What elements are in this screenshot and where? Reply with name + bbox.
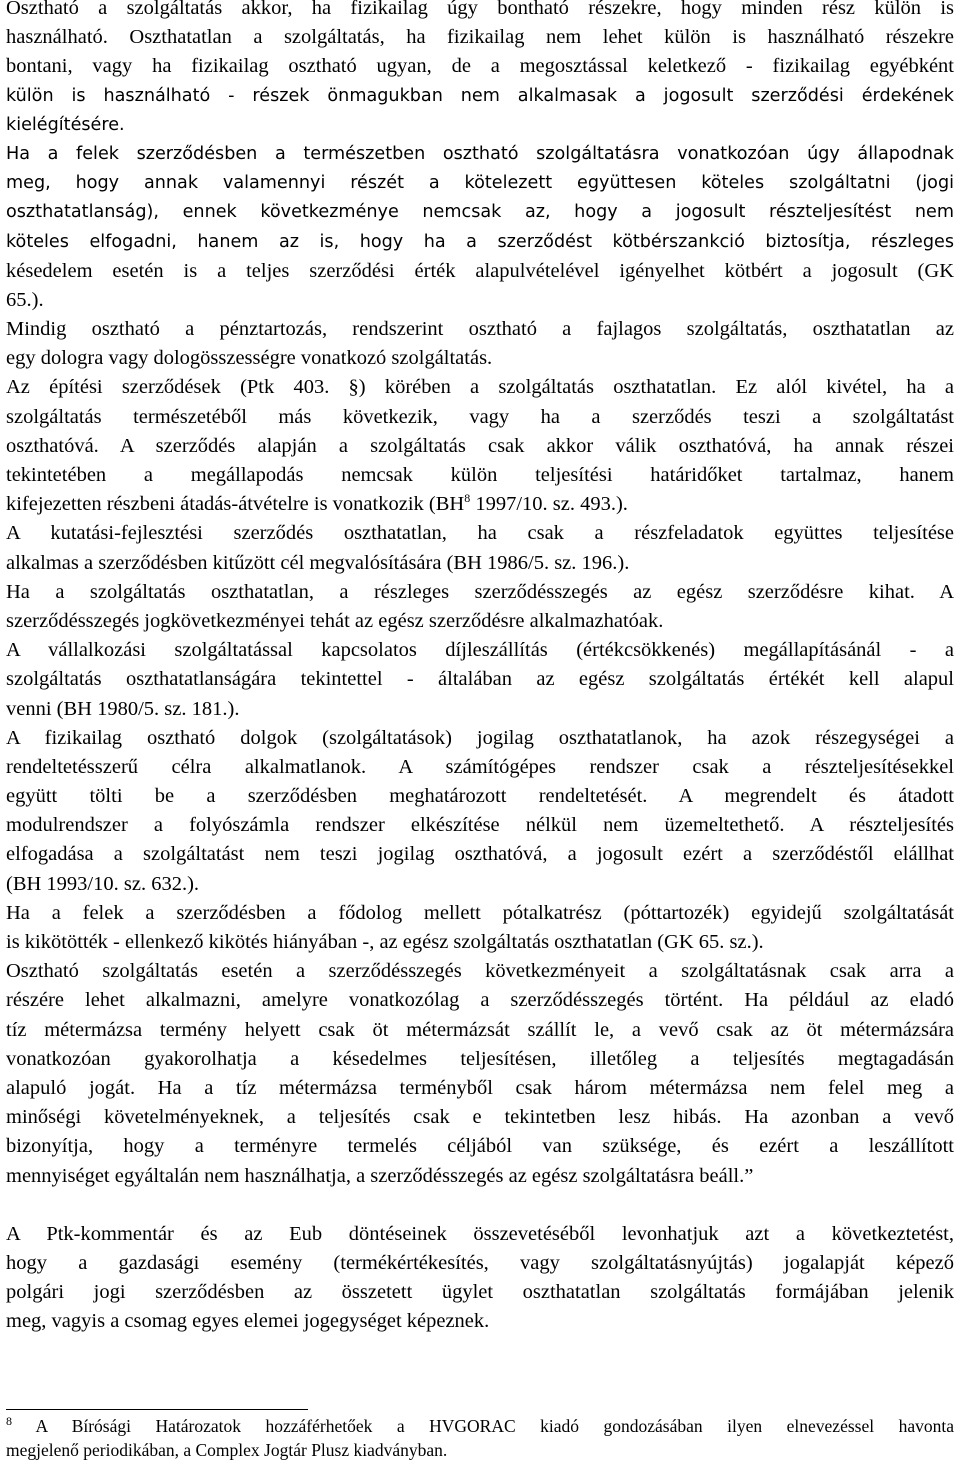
text-line: külön is használható - részek önmagukban nem alkalmasak a jogosult szerződési érdekének	[6, 85, 954, 106]
text-line: meg, hogy annak valamennyi részét a kötelezett együttesen köteles szolgáltatni (jogi	[6, 173, 954, 194]
footnote-line: megjelenő periodikában, a Complex Jogtár Plusz kiadványban.	[6, 1440, 448, 1460]
text-line: együtt tölti be a szerződésben meghatározott rendeltetését. A megrendelt és átadott	[6, 785, 954, 808]
text-line: A kutatási-fejlesztési szerződés oszthatatlan, ha csak a részfeladatok együttes teljesítése	[6, 522, 954, 545]
text-line: oszthatatlanság), ennek következménye nemcsak az, hogy a jogosult részteljesítést nem	[6, 202, 954, 223]
text-line: köteles elfogadni, hanem az is, hogy ha a szerződést kötbérszankció biztosítja, részleges	[6, 231, 954, 252]
text-line: szerződésszegés jogkövetkezményei tehát az egész szerződésre alkalmazhatóak.	[6, 609, 664, 632]
text-line: késedelem esetén is a teljes szerződési érték alapulvételével igényelhet kötbért a jogosult (GK	[6, 259, 954, 282]
text-line: tíz métermázsa termény helyett csak öt métermázsát szállít le, a vevő csak az öt métermázsára	[6, 1018, 954, 1041]
text-line: (BH 1993/10. sz. 632.).	[6, 872, 200, 895]
text-line: Az építési szerződések (Ptk 403. §) körében a szolgáltatás oszthatatlan. Ez alól kivétel, ha a	[6, 376, 954, 399]
text-line: polgári jogi szerződésben az összetett ügylet oszthatatlan szolgáltatás formájában jelenik	[6, 1281, 954, 1304]
text-line: használható. Oszthatatlan a szolgáltatás, ha fizikailag nem lehet külön is használható részekre	[6, 26, 954, 49]
footnote	[6, 1414, 954, 1462]
text-line: egy dologra vagy dologösszességre vonatkozó szolgáltatás.	[6, 347, 493, 370]
text-line: vonatkozóan gyakorolhatja a késedelmes teljesítésen, illetőleg a teljesítés megtagadásán	[6, 1047, 954, 1070]
text-line: kielégítésére.	[6, 114, 125, 135]
text-line: szolgáltatás természetéből más következik, vagy ha a szerződés teszi a szolgáltatást	[6, 405, 954, 428]
text-line: hogy a gazdasági esemény (termékértékesítés, vagy szolgáltatásnyújtás) jogalapját képező	[6, 1251, 954, 1274]
text-line: bizonyítja, hogy a terményre termelés céljából van szüksége, és ezért a leszállított	[6, 1135, 954, 1158]
text-line: bontani, vagy ha fizikailag osztható ugyan, de a megosztással keletkező - fizikailag egyébként	[6, 55, 954, 78]
text-line: Mindig osztható a pénztartozás, rendszerint osztható a fajlagos szolgáltatás, oszthatatlan az	[6, 318, 954, 341]
text-line: venni (BH 1980/5. sz. 181.).	[6, 697, 240, 720]
text-line: minőségi követelményeknek, a teljesítés csak e tekintetben lesz hibás. Ha azonban a vevő	[6, 1106, 954, 1129]
text-line: Ha a felek a szerződésben a fődolog mellett pótalkatrész (póttartozék) egyidejű szolgáltatását	[6, 901, 954, 924]
text-line: alkalmas a szerződésben kitűzött cél megvalósítására (BH 1986/5. sz. 196.).	[6, 551, 630, 574]
text-line: részére lehet alkalmazni, amelyre vonatkozólag a szerződésszegés történt. Ha például az eladó	[6, 989, 954, 1012]
footnote-line	[6, 1414, 954, 1438]
footnote-text: A Bírósági Határozatok hozzáférhetőek a HVGORAC kiadó gondozásában ilyen elnevezéssel havonta	[35, 1416, 954, 1436]
text-fragment: 1997/10. sz. 493.).	[475, 493, 628, 516]
text-line: elfogadása a szolgáltatást nem teszi jogilag oszthatóvá, a jogosult ezért a szerződéstől elállhat	[6, 843, 954, 866]
document-body	[6, 0, 954, 1336]
paragraph-gap	[6, 1191, 954, 1220]
text-fragment: kifejezetten részbeni átadás-átvételre is vonatkozik (BH	[6, 493, 465, 516]
text-line: Osztható a szolgáltatás akkor, ha fizikailag úgy bontható részekre, hogy minden rész külön is	[6, 0, 954, 19]
text-line: Ha a szolgáltatás oszthatatlan, a részleges szerződésszegés az egész szerződésre kihat. A	[6, 580, 954, 603]
text-line: Osztható szolgáltatás esetén a szerződésszegés következményeit a szolgáltatásnak csak arra a	[6, 960, 954, 983]
text-line: Ha a felek szerződésben a természetben osztható szolgáltatásra vonatkozóan úgy állapodnak	[6, 143, 954, 164]
text-line: szolgáltatás oszthatatlanságára tekintettel - általában az egész szolgáltatás értékét kell alapul	[6, 668, 954, 691]
text-line: meg, vagyis a csomag egyes elemei jogegységet képeznek.	[6, 1310, 490, 1333]
footnote-separator	[6, 1409, 308, 1410]
text-line: modulrendszer a folyószámla rendszer elkészítése nélkül nem üzemeltethető. A részteljesítés	[6, 814, 954, 837]
text-line: rendeltetésszerű célra alkalmatlanok. A számítógépes rendszer csak a részteljesítésekkel	[6, 755, 954, 778]
text-line: A fizikailag osztható dolgok (szolgáltatások) jogilag oszthatatlanok, ha azok részegységei a	[6, 726, 954, 749]
footnote-number: 8	[6, 1414, 12, 1429]
text-line: tekintetében a megállapodás nemcsak külön teljesítési határidőket tartalmaz, hanem	[6, 464, 954, 486]
text-line: A vállalkozási szolgáltatással kapcsolatos díjleszállítás (értékcsökkenés) megállapításánál - a	[6, 639, 954, 662]
text-line: oszthatóvá. A szerződés alapján a szolgáltatás csak akkor válik oszthatóvá, ha annak részei	[6, 434, 954, 457]
text-line: mennyiséget egyáltalán nem használhatja, a szerződésszegés az egész szolgáltatásra beáll.”	[6, 1164, 754, 1187]
footnote-reference[interactable]: 8	[464, 491, 471, 506]
text-line: is kikötötték - ellenkező kikötés hiányában -, az egész szolgáltatás oszthatatlan (GK 65. sz.).	[6, 931, 764, 953]
text-line: A Ptk-kommentár és az Eub döntéseinek összevetéséből levonhatjuk azt a következtetést,	[6, 1222, 954, 1245]
text-line: alapuló jogát. Ha a tíz métermázsa terményből csak három métermázsa nem felel meg a	[6, 1076, 954, 1099]
text-line: 65.).	[6, 288, 44, 311]
text-line-with-footnote-ref	[6, 490, 954, 519]
